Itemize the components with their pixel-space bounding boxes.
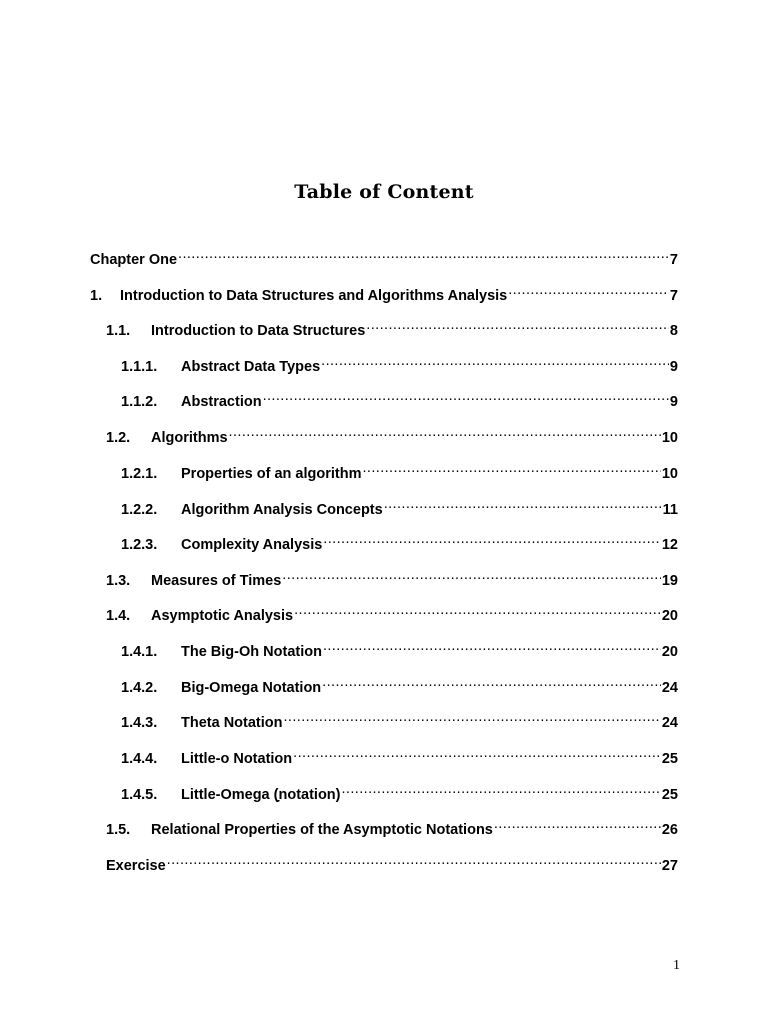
toc-entry-1-2-3[interactable] <box>121 529 678 553</box>
toc-entry-number: 1.3. <box>106 573 131 589</box>
toc-entry-label: Algorithms <box>151 430 228 446</box>
toc-entry-page: 7 <box>669 252 678 268</box>
dot-leader <box>284 707 661 727</box>
toc-entry-number: 1.2. <box>106 430 131 446</box>
toc-entry-page: 20 <box>661 644 678 660</box>
dot-leader <box>323 529 661 549</box>
toc-entry-1-2-1[interactable] <box>121 458 678 482</box>
toc-entry-label: Little-Omega (̣notation) <box>181 787 341 803</box>
toc-entry-label: Abstract Data Types <box>181 359 321 375</box>
toc-entry-page: 10 <box>661 466 678 482</box>
toc-entry-number: 1.2.3. <box>121 537 158 553</box>
toc-entry-label: Theta Notation <box>181 715 283 731</box>
toc-entry-page: 11 <box>662 502 678 518</box>
toc-entry-number: 1.4.5. <box>121 787 158 803</box>
dot-leader <box>322 672 661 692</box>
toc-entry-1-4-2[interactable] <box>121 672 678 696</box>
dot-leader <box>282 565 661 585</box>
toc-entry-page: 12 <box>661 537 678 553</box>
toc-entry-page: 9 <box>669 359 678 375</box>
dot-leader <box>323 636 661 656</box>
toc-entry-1-1-2[interactable] <box>121 386 678 410</box>
toc-entry-page: 24 <box>661 715 678 731</box>
toc-entry-page: 25 <box>661 751 678 767</box>
toc-entry-number: 1.4.1. <box>121 644 158 660</box>
toc-entry-page: 19 <box>661 573 678 589</box>
dot-leader <box>342 779 661 799</box>
toc-entry-label: Little-o Notation <box>181 751 293 767</box>
toc-entry-1-3[interactable] <box>106 565 678 589</box>
toc-entry-1-1[interactable] <box>106 315 678 339</box>
toc-entry-1-4[interactable] <box>106 600 678 624</box>
dot-leader <box>294 600 661 620</box>
dot-leader <box>384 494 662 514</box>
dot-leader <box>366 315 669 335</box>
toc-entry-label: Complexity Analysis <box>181 537 323 553</box>
toc-entry-label: Introduction to Data Structures <box>151 323 366 339</box>
toc-entry-number: 1.1.1. <box>121 359 158 375</box>
toc-entry-label: Introduction to Data Structures and Algorithms Analysis <box>120 288 508 304</box>
toc-entry-label: Properties of an algorithm <box>181 466 362 482</box>
toc-entry-page: 26 <box>661 822 678 838</box>
toc-entry-page: 10 <box>661 430 678 446</box>
toc-entry-page: 20 <box>661 608 678 624</box>
toc-entry-number: 1. <box>90 288 103 304</box>
page-number: 1 <box>673 958 680 973</box>
toc-entry-1[interactable] <box>90 280 678 304</box>
toc-entry-page: 24 <box>661 680 678 696</box>
toc-entry-number: 1.2.2. <box>121 502 158 518</box>
toc-entry-number: 1.2.1. <box>121 466 158 482</box>
toc-entry-exercise[interactable] <box>106 850 678 874</box>
toc-entry-label: Relational Properties of the Asymptotic Notations <box>151 822 493 838</box>
toc-entry-page: 8 <box>669 323 678 339</box>
toc-entry-1-2-2[interactable] <box>121 494 678 518</box>
toc-entry-1-4-3[interactable] <box>121 707 678 731</box>
toc-entry-number: 1.5. <box>106 822 131 838</box>
dot-leader <box>293 743 661 763</box>
toc-entry-1-1-1[interactable] <box>121 351 678 375</box>
toc-entry-1-5[interactable] <box>106 814 678 838</box>
toc-entry-number: 1.1.2. <box>121 394 158 410</box>
toc-entry-number: 1.1. <box>106 323 131 339</box>
toc-entry-page: 9 <box>669 394 678 410</box>
toc-entry-number: 1.4.2. <box>121 680 158 696</box>
dot-leader <box>362 458 660 478</box>
dot-leader <box>178 244 669 264</box>
toc-entry-number: 1.4.4. <box>121 751 158 767</box>
dot-leader <box>229 422 661 442</box>
toc-entry-page: 27 <box>661 858 678 874</box>
toc-entry-chapter-one[interactable] <box>90 244 678 268</box>
toc-entry-1-4-4[interactable] <box>121 743 678 767</box>
toc-entry-label: Algorithm Analysis Concepts <box>181 502 383 518</box>
toc-entry-1-4-5[interactable] <box>121 779 678 803</box>
toc-entry-1-4-1[interactable] <box>121 636 678 660</box>
dot-leader <box>494 814 661 834</box>
toc-entry-label: The Big-Oh Notation <box>181 644 322 660</box>
toc-entry-page: 25 <box>661 787 678 803</box>
toc-entry-label: Measures of Times <box>151 573 282 589</box>
toc-entry-label: Asymptotic Analysis <box>151 608 294 624</box>
toc-entry-page: 7 <box>669 288 678 304</box>
toc-entry-label: Abstraction <box>181 394 262 410</box>
page-title: Table of Content <box>294 181 474 203</box>
toc-entry-number: 1.4.3. <box>121 715 158 731</box>
dot-leader <box>263 386 669 406</box>
toc-entry-label: Chapter One <box>90 252 178 268</box>
toc-entry-number: 1.4. <box>106 608 131 624</box>
dot-leader <box>508 280 669 300</box>
dot-leader <box>321 351 669 371</box>
toc-entry-1-2[interactable] <box>106 422 678 446</box>
toc-entry-label: Big-Omega Notation <box>181 680 322 696</box>
toc-entry-label: Exercise <box>106 858 166 874</box>
dot-leader <box>167 850 661 870</box>
